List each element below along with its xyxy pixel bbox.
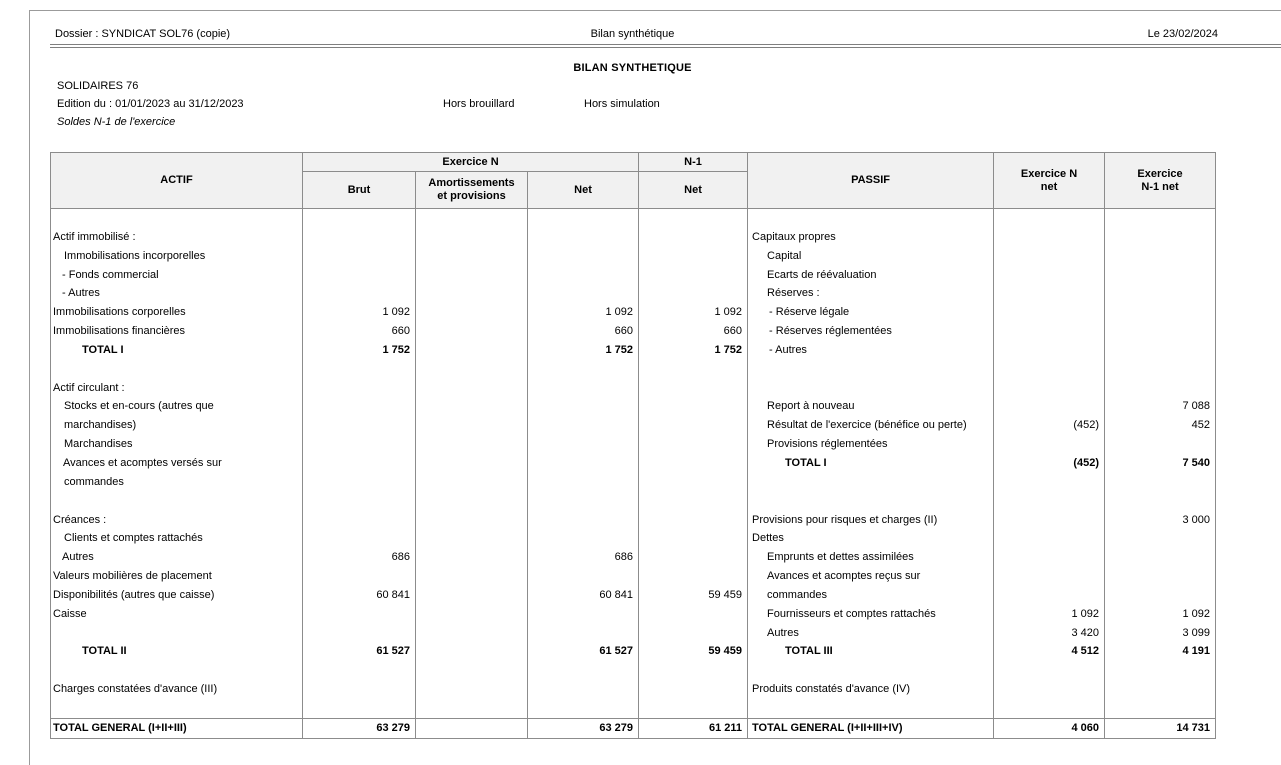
table-row (51, 492, 1216, 511)
net-n1-cell (639, 492, 748, 511)
actif-label-cell: commandes (51, 473, 303, 492)
amortissements-cell (416, 284, 528, 303)
actif-label-cell (51, 492, 303, 511)
passif-label-cell: Provisions réglementées (748, 435, 994, 454)
amortissements-cell (416, 492, 528, 511)
col-header-line: N-1 net (1141, 180, 1179, 193)
net-cell (528, 247, 639, 266)
actif-label-cell: Actif immobilisé : (51, 228, 303, 247)
exercice-n1-cell: 7 540 (1105, 454, 1216, 473)
exercice-n1-cell: 4 191 (1105, 642, 1216, 661)
table-row (51, 605, 1216, 624)
brut-cell: 686 (303, 548, 416, 567)
net-n1-cell (639, 605, 748, 624)
exercice-n1-cell (1105, 492, 1216, 511)
actif-label-cell (51, 209, 303, 228)
edition-period: Edition du : 01/01/2023 au 31/12/2023 (57, 98, 244, 110)
exercice-n-cell (994, 322, 1105, 341)
exercice-n-cell (994, 529, 1105, 548)
amortissements-cell (416, 360, 528, 379)
exercice-n-cell: (452) (994, 454, 1105, 473)
net-n1-cell (639, 435, 748, 454)
brut-cell (303, 529, 416, 548)
brut-cell (303, 266, 416, 285)
table-row (51, 284, 1216, 303)
table-row (51, 548, 1216, 567)
passif-label-cell (748, 492, 994, 511)
brut-cell (303, 680, 416, 699)
passif-label-cell: Capital (748, 247, 994, 266)
hors-simulation-label: Hors simulation (584, 98, 660, 110)
exercice-n-cell (994, 397, 1105, 416)
actif-label-cell: Caisse (51, 605, 303, 624)
net-cell: 60 841 (528, 586, 639, 605)
exercice-n-cell: 1 092 (994, 605, 1105, 624)
actif-label-cell: TOTAL I (51, 341, 303, 360)
exercice-n-cell (994, 303, 1105, 322)
table-row (51, 360, 1216, 379)
exercice-n1-cell (1105, 360, 1216, 379)
exercice-n1-cell (1105, 228, 1216, 247)
net-n1-cell (639, 209, 748, 228)
exercice-n1-cell (1105, 435, 1216, 454)
exercice-n-cell: 4 512 (994, 642, 1105, 661)
net-cell (528, 379, 639, 398)
amortissements-cell (416, 548, 528, 567)
table-row (51, 397, 1216, 416)
exercice-n1-cell (1105, 586, 1216, 605)
table-row (51, 624, 1216, 643)
net-n1-cell (639, 454, 748, 473)
exercice-n-cell (994, 586, 1105, 605)
net-cell (528, 416, 639, 435)
net-n1-cell: 61 211 (639, 718, 748, 738)
passif-label-cell: - Réserve légale (748, 303, 994, 322)
net-n1-cell (639, 266, 748, 285)
exercice-n1-cell (1105, 548, 1216, 567)
actif-label-cell: marchandises) (51, 416, 303, 435)
net-cell (528, 680, 639, 699)
exercice-n1-cell (1105, 303, 1216, 322)
exercice-n-cell (994, 266, 1105, 285)
net-n1-cell (639, 529, 748, 548)
net-n1-cell: 59 459 (639, 642, 748, 661)
page-border-top (29, 10, 1281, 11)
brut-cell (303, 567, 416, 586)
net-cell (528, 492, 639, 511)
exercice-n1-cell: 14 731 (1105, 718, 1216, 738)
actif-label-cell (51, 360, 303, 379)
exercice-n1-cell (1105, 699, 1216, 718)
exercice-n-cell (994, 680, 1105, 699)
table-row (51, 661, 1216, 680)
amortissements-cell (416, 642, 528, 661)
report-type-label: Bilan synthétique (590, 28, 675, 40)
net-cell (528, 661, 639, 680)
table-row (51, 454, 1216, 473)
net-cell (528, 454, 639, 473)
passif-label-cell (748, 473, 994, 492)
table-row (51, 379, 1216, 398)
net-cell (528, 209, 639, 228)
brut-cell: 1 752 (303, 341, 416, 360)
hors-brouillard-label: Hors brouillard (443, 98, 515, 110)
brut-cell (303, 397, 416, 416)
brut-cell (303, 699, 416, 718)
page-border-left (29, 10, 30, 765)
exercice-n1-cell (1105, 567, 1216, 586)
brut-cell (303, 247, 416, 266)
passif-label-cell: commandes (748, 586, 994, 605)
exercice-n1-cell (1105, 379, 1216, 398)
actif-label-cell: Autres (51, 548, 303, 567)
exercice-n-cell (994, 511, 1105, 530)
passif-label-cell: Report à nouveau (748, 397, 994, 416)
net-cell (528, 511, 639, 530)
amortissements-cell (416, 303, 528, 322)
amortissements-cell (416, 379, 528, 398)
actif-label-cell (51, 699, 303, 718)
exercice-n-cell (994, 492, 1105, 511)
exercice-n-cell (994, 548, 1105, 567)
table-row (51, 416, 1216, 435)
header-divider (50, 44, 1281, 48)
net-cell (528, 228, 639, 247)
col-header-line: Amortissements (428, 177, 515, 189)
amortissements-cell (416, 718, 528, 738)
actif-label-cell: Immobilisations incorporelles (51, 247, 303, 266)
table-row (51, 435, 1216, 454)
net-cell (528, 397, 639, 416)
amortissements-cell (416, 680, 528, 699)
col-header-exercice-n-net (994, 153, 1105, 209)
col-header-line: Exercice (1137, 167, 1183, 180)
table-row (51, 209, 1216, 228)
net-cell: 1 752 (528, 341, 639, 360)
net-cell (528, 435, 639, 454)
table-header (51, 153, 1216, 209)
net-n1-cell (639, 548, 748, 567)
col-header-exercice-n: Exercice N (303, 153, 639, 172)
passif-label-cell: Avances et acomptes reçus sur (748, 567, 994, 586)
net-n1-cell (639, 511, 748, 530)
net-n1-cell (639, 661, 748, 680)
brut-cell (303, 624, 416, 643)
exercice-n-cell: 3 420 (994, 624, 1105, 643)
net-n1-cell (639, 360, 748, 379)
exercice-n1-cell (1105, 473, 1216, 492)
amortissements-cell (416, 341, 528, 360)
brut-cell (303, 661, 416, 680)
table-row (51, 473, 1216, 492)
passif-label-cell: TOTAL I (748, 454, 994, 473)
passif-label-cell: Emprunts et dettes assimilées (748, 548, 994, 567)
net-n1-cell: 1 752 (639, 341, 748, 360)
passif-label-cell: TOTAL GENERAL (I+II+III+IV) (748, 718, 994, 738)
exercice-n-cell (994, 473, 1105, 492)
amortissements-cell (416, 266, 528, 285)
actif-label-cell: Créances : (51, 511, 303, 530)
col-header-passif: PASSIF (748, 153, 994, 209)
brut-cell (303, 360, 416, 379)
net-n1-cell (639, 284, 748, 303)
net-n1-cell: 1 092 (639, 303, 748, 322)
exercice-n-cell (994, 341, 1105, 360)
table-body (51, 209, 1216, 739)
passif-label-cell: TOTAL III (748, 642, 994, 661)
net-cell: 660 (528, 322, 639, 341)
col-header-actif: ACTIF (51, 153, 303, 209)
net-n1-cell (639, 379, 748, 398)
exercice-n1-cell: 3 000 (1105, 511, 1216, 530)
passif-label-cell (748, 699, 994, 718)
net-n1-cell (639, 624, 748, 643)
col-header-net-n1: Net (639, 172, 748, 209)
passif-label-cell: Dettes (748, 529, 994, 548)
net-n1-cell (639, 397, 748, 416)
brut-cell (303, 435, 416, 454)
brut-cell: 61 527 (303, 642, 416, 661)
net-n1-cell (639, 228, 748, 247)
actif-label-cell: Immobilisations corporelles (51, 303, 303, 322)
amortissements-cell (416, 228, 528, 247)
brut-cell (303, 416, 416, 435)
net-cell (528, 624, 639, 643)
table-row (51, 529, 1216, 548)
balance-sheet-table (50, 152, 1216, 739)
exercice-n-cell (994, 379, 1105, 398)
table-row (51, 228, 1216, 247)
net-cell: 63 279 (528, 718, 639, 738)
exercice-n-cell (994, 661, 1105, 680)
exercice-n-cell (994, 435, 1105, 454)
table-row (51, 322, 1216, 341)
actif-label-cell: Immobilisations financières (51, 322, 303, 341)
exercice-n-cell (994, 284, 1105, 303)
brut-cell (303, 605, 416, 624)
actif-label-cell: - Fonds commercial (51, 266, 303, 285)
table-row (51, 266, 1216, 285)
col-header-brut: Brut (303, 172, 416, 209)
brut-cell (303, 284, 416, 303)
passif-label-cell: Réserves : (748, 284, 994, 303)
table-row (51, 642, 1216, 661)
exercice-n1-cell: 3 099 (1105, 624, 1216, 643)
exercice-n1-cell: 452 (1105, 416, 1216, 435)
net-n1-cell (639, 416, 748, 435)
amortissements-cell (416, 473, 528, 492)
exercice-n-cell (994, 567, 1105, 586)
table-row (51, 303, 1216, 322)
net-n1-cell: 660 (639, 322, 748, 341)
exercice-n1-cell (1105, 247, 1216, 266)
col-header-line: net (1040, 180, 1058, 193)
brut-cell (303, 228, 416, 247)
amortissements-cell (416, 624, 528, 643)
brut-cell: 60 841 (303, 586, 416, 605)
actif-label-cell: Avances et acomptes versés sur (51, 454, 303, 473)
amortissements-cell (416, 397, 528, 416)
exercice-n1-cell (1105, 341, 1216, 360)
amortissements-cell (416, 322, 528, 341)
actif-label-cell: TOTAL GENERAL (I+II+III) (51, 718, 303, 738)
exercice-n1-cell (1105, 266, 1216, 285)
net-cell (528, 284, 639, 303)
passif-label-cell: - Autres (748, 341, 994, 360)
net-cell (528, 699, 639, 718)
net-cell (528, 266, 639, 285)
amortissements-cell (416, 586, 528, 605)
passif-label-cell: Produits constatés d'avance (IV) (748, 680, 994, 699)
amortissements-cell (416, 605, 528, 624)
net-cell (528, 529, 639, 548)
actif-label-cell: Disponibilités (autres que caisse) (51, 586, 303, 605)
net-n1-cell (639, 473, 748, 492)
exercice-n-cell: 4 060 (994, 718, 1105, 738)
exercice-n-cell (994, 360, 1105, 379)
exercice-n1-cell (1105, 680, 1216, 699)
net-cell: 686 (528, 548, 639, 567)
col-header-amortissements (416, 172, 528, 209)
passif-label-cell: Fournisseurs et comptes rattachés (748, 605, 994, 624)
passif-label-cell (748, 379, 994, 398)
net-n1-cell (639, 699, 748, 718)
net-cell (528, 473, 639, 492)
passif-label-cell: - Réserves réglementées (748, 322, 994, 341)
brut-cell (303, 511, 416, 530)
amortissements-cell (416, 247, 528, 266)
exercice-n-cell (994, 247, 1105, 266)
exercice-n1-cell: 1 092 (1105, 605, 1216, 624)
net-cell (528, 605, 639, 624)
amortissements-cell (416, 699, 528, 718)
table-row (51, 341, 1216, 360)
exercice-n1-cell (1105, 322, 1216, 341)
actif-label-cell: Actif circulant : (51, 379, 303, 398)
table-row (51, 680, 1216, 699)
amortissements-cell (416, 209, 528, 228)
actif-label-cell: Valeurs mobilières de placement (51, 567, 303, 586)
actif-label-cell: Charges constatées d'avance (III) (51, 680, 303, 699)
brut-cell (303, 454, 416, 473)
actif-label-cell: Stocks et en-cours (autres que (51, 397, 303, 416)
soldes-note: Soldes N-1 de l'exercice (57, 116, 176, 128)
brut-cell: 63 279 (303, 718, 416, 738)
brut-cell (303, 492, 416, 511)
passif-label-cell (748, 661, 994, 680)
net-n1-cell (639, 247, 748, 266)
net-cell (528, 567, 639, 586)
exercice-n1-cell (1105, 284, 1216, 303)
exercice-n1-cell (1105, 529, 1216, 548)
passif-label-cell: Ecarts de réévaluation (748, 266, 994, 285)
actif-label-cell: Clients et comptes rattachés (51, 529, 303, 548)
amortissements-cell (416, 435, 528, 454)
net-cell: 61 527 (528, 642, 639, 661)
col-header-line: et provisions (437, 190, 506, 202)
net-n1-cell: 59 459 (639, 586, 748, 605)
organization-name: SOLIDAIRES 76 (57, 80, 139, 92)
actif-label-cell (51, 661, 303, 680)
amortissements-cell (416, 529, 528, 548)
actif-label-cell: - Autres (51, 284, 303, 303)
col-header-net: Net (528, 172, 639, 209)
brut-cell: 1 092 (303, 303, 416, 322)
report-title: BILAN SYNTHETIQUE (573, 62, 692, 74)
passif-label-cell (748, 360, 994, 379)
table-row (51, 586, 1216, 605)
table-row (51, 511, 1216, 530)
brut-cell (303, 209, 416, 228)
col-header-exercice-n1-net (1105, 153, 1216, 209)
net-cell: 1 092 (528, 303, 639, 322)
amortissements-cell (416, 454, 528, 473)
passif-label-cell (748, 209, 994, 228)
print-date: Le 23/02/2024 (1147, 28, 1218, 40)
actif-label-cell: Marchandises (51, 435, 303, 454)
net-cell (528, 360, 639, 379)
passif-label-cell: Autres (748, 624, 994, 643)
exercice-n-cell (994, 699, 1105, 718)
exercice-n1-cell (1105, 209, 1216, 228)
exercice-n-cell (994, 228, 1105, 247)
table-row (51, 567, 1216, 586)
actif-label-cell (51, 624, 303, 643)
amortissements-cell (416, 661, 528, 680)
header-row-group (51, 153, 1216, 172)
col-header-line: Exercice N (1020, 167, 1078, 180)
actif-label-cell: TOTAL II (51, 642, 303, 661)
table-row (51, 699, 1216, 718)
exercice-n-cell (994, 209, 1105, 228)
amortissements-cell (416, 511, 528, 530)
exercice-n-cell: (452) (994, 416, 1105, 435)
table-row (51, 718, 1216, 738)
net-n1-cell (639, 680, 748, 699)
table-row (51, 247, 1216, 266)
passif-label-cell: Capitaux propres (748, 228, 994, 247)
brut-cell (303, 473, 416, 492)
col-header-n1: N-1 (639, 153, 748, 172)
exercice-n1-cell (1105, 661, 1216, 680)
brut-cell (303, 379, 416, 398)
passif-label-cell: Provisions pour risques et charges (II) (748, 511, 994, 530)
brut-cell: 660 (303, 322, 416, 341)
net-n1-cell (639, 567, 748, 586)
amortissements-cell (416, 567, 528, 586)
exercice-n1-cell: 7 088 (1105, 397, 1216, 416)
dossier-label: Dossier : SYNDICAT SOL76 (copie) (55, 28, 231, 40)
amortissements-cell (416, 416, 528, 435)
passif-label-cell: Résultat de l'exercice (bénéfice ou perte) (748, 416, 994, 435)
